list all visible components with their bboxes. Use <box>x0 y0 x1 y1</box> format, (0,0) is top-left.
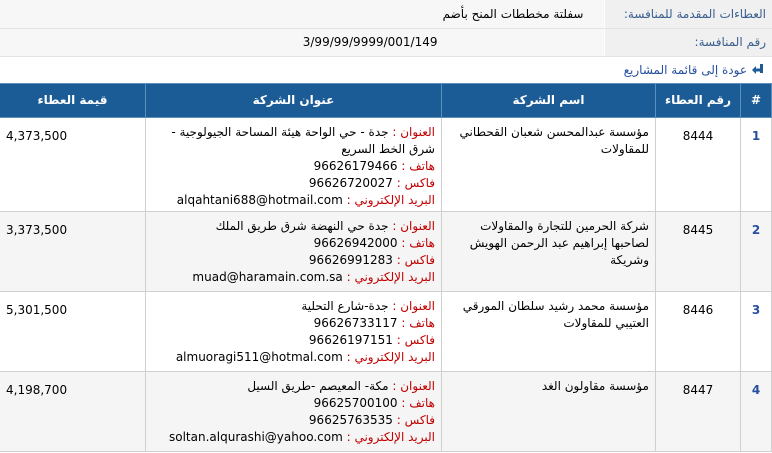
col-header-bid-value: قيمة العطاء <box>0 83 146 117</box>
back-link-label: عودة إلى قائمة المشاريع <box>623 62 747 77</box>
tender-info <box>0 0 772 57</box>
tender-title-value: سفلتة مخططات المنح بأضم <box>442 6 584 21</box>
tender-number-label: رقم المنافسة: <box>604 28 772 56</box>
company-name: مؤسسة محمد رشيد سلطان المورقي العتيبي للمقاولات <box>442 291 656 371</box>
back-arrow-icon <box>751 63 764 76</box>
table-row <box>0 371 772 451</box>
col-header-company-name: اسم الشركة <box>442 83 656 117</box>
col-header-index: # <box>741 83 772 117</box>
table-header-row <box>0 83 772 117</box>
bids-table <box>0 83 772 452</box>
bid-value: 4,373,500 <box>0 117 146 211</box>
bid-number: 8445 <box>656 211 741 291</box>
col-header-company-address: عنوان الشركة <box>146 83 442 117</box>
tender-number-value: 3/99/99/9999/001/149 <box>302 35 438 49</box>
bid-number: 8444 <box>656 117 741 211</box>
table-row <box>0 291 772 371</box>
bid-number: 8447 <box>656 371 741 451</box>
row-index: 2 <box>741 211 772 291</box>
row-index: 1 <box>741 117 772 211</box>
company-name: مؤسسة عبدالمحسن شعبان القحطاني للمقاولات <box>442 117 656 211</box>
table-row <box>0 117 772 211</box>
email-link[interactable]: muad@haramain.com.sa <box>192 269 343 284</box>
company-name: مؤسسة مقاولون الغد <box>442 371 656 451</box>
bid-value: 3,373,500 <box>0 211 146 291</box>
company-address: العنوان : جدة - حي الواحة هيئة المساحة الجيولوجية - شرق الخط السريع هاتف : 96626179466 فاكس : 96626720027 البريد الإلكتروني : alqahtani688@hotmail.com <box>146 117 442 211</box>
email-link[interactable]: soltan.alqurashi@yahoo.com <box>169 429 343 444</box>
table-row <box>0 211 772 291</box>
tender-title-label: العطاءات المقدمة للمنافسة: <box>604 0 772 28</box>
back-to-projects-link[interactable] <box>0 57 772 83</box>
company-name: شركة الحرمين للتجارة والمقاولات لصاحبها إبراهيم عبد الرحمن الهويش وشريكة <box>442 211 656 291</box>
company-address: العنوان : جدة-شارع التحلية هاتف : 96626733117 فاكس : 96626197151 البريد الإلكتروني : almuoragi511@hotmal.com <box>146 291 442 371</box>
bid-number: 8446 <box>656 291 741 371</box>
bid-value: 5,301,500 <box>0 291 146 371</box>
bid-value: 4,198,700 <box>0 371 146 451</box>
row-index: 3 <box>741 291 772 371</box>
col-header-bid-number: رقم العطاء <box>656 83 741 117</box>
email-link[interactable]: alqahtani688@hotmail.com <box>176 192 343 207</box>
email-link[interactable]: almuoragi511@hotmal.com <box>175 349 343 364</box>
company-address: العنوان : مكة- المعيصم -طريق السيل هاتف : 96625700100 فاكس : 96625763535 البريد الإلكتروني : soltan.alqurashi@yahoo.com <box>146 371 442 451</box>
row-index: 4 <box>741 371 772 451</box>
company-address: العنوان : جدة حي النهضة شرق طريق الملك هاتف : 96626942000 فاكس : 96626991283 البريد الإلكتروني : muad@haramain.com.sa <box>146 211 442 291</box>
